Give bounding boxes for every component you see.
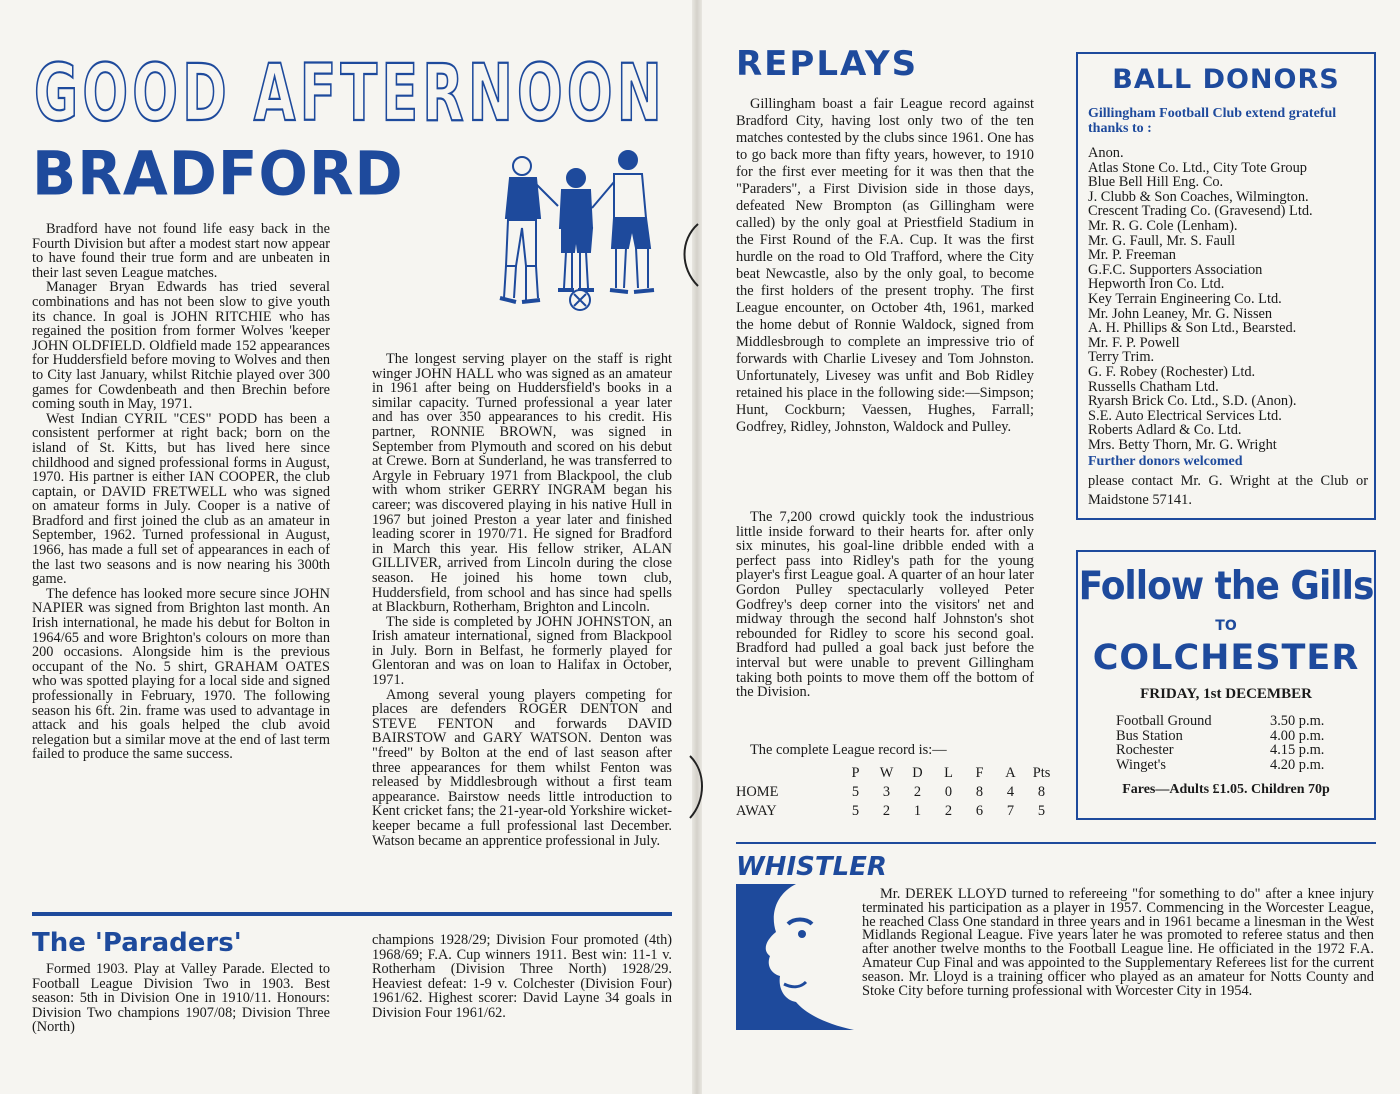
table-cell: 2	[944, 803, 953, 819]
table-cell: 7	[1006, 803, 1015, 819]
paraders-column-1	[32, 962, 330, 1035]
section-divider	[736, 842, 1376, 844]
table-row	[736, 783, 1057, 802]
list-item: Mrs. Betty Thorn, Mr. G. Wright	[1088, 436, 1277, 453]
pickup-place: Rochester	[1116, 742, 1174, 759]
table-cell: 2	[882, 803, 891, 819]
list-item: Roberts Adlard & Co. Ltd.	[1088, 422, 1242, 439]
list-item: Mr. F. P. Powell	[1088, 334, 1180, 351]
article-paragraph: The side is completed by JOHN JOHNSTON, an Irish amateur international, signed from Blackpool in July. Born in Belfast, he formerly played for Glentoran and was on loan to Halifax in October, 1971.	[372, 613, 672, 689]
bradford-article-column-1	[32, 222, 330, 762]
pickup-time: 4.00 p.m.	[1270, 727, 1325, 744]
list-item: Terry Trim.	[1088, 349, 1155, 366]
table-cell: 8	[975, 784, 984, 800]
pickup-time: 3.50 p.m.	[1270, 713, 1325, 729]
table-cell: 3	[882, 784, 891, 800]
list-item: J. Clubb & Son Coaches, Wilmington.	[1088, 188, 1309, 205]
paraders-text: Formed 1903. Play at Valley Parade. Elected to Football League Division Two in 1903. Best season: 5th in Division One in 1910/11. Honours: Division Two champions 1907/08; Division Three (North)	[32, 961, 330, 1036]
article-paragraph: Manager Bryan Edwards has tried several combinations and has not been slow to give youth its chance. In goal is JOHN RITCHIE who has regained the position from former Wolves 'keeper JOHN OLDFIELD. Oldfield made 152 appearances for Huddersfield before moving to Wolves and then to City last January, whilst Ritchie played over 300 games for Cowdenbeath and then Brechin before coming south in May, 1971.	[32, 279, 330, 413]
table-row	[1116, 729, 1324, 744]
table-cell: 6	[975, 803, 984, 819]
table-header-cell: F	[975, 765, 984, 781]
donor-list	[1088, 146, 1313, 452]
paraders-text: champions 1928/29; Division Four promoted (4th) 1968/69; F.A. Cup winners 1911. Best win: 11-1 v. Rotherham (Division Three North) 1928/29. Heaviest defeat: 1-9 v. Colchester (Division Four) 1961/62. Highest scorer: David Layne 34 goals in Division Four 1961/62.	[372, 932, 672, 1021]
list-item: Blue Bell Hill Eng. Co.	[1088, 174, 1224, 191]
table-header-cell: A	[1005, 765, 1016, 781]
table-cell: 0	[944, 784, 953, 800]
list-item: Mr. R. G. Cole (Lenham).	[1088, 217, 1238, 234]
follow-gills-heading: Follow the Gills	[1078, 563, 1374, 610]
follow-gills-fares: Fares—Adults £1.05. Children 70p	[1122, 782, 1330, 797]
list-item: Russells Chatham Ltd.	[1088, 378, 1219, 395]
list-item: G.F.C. Supporters Association	[1088, 261, 1263, 278]
article-paragraph: Bradford have not found life easy back in the Fourth Division but after a modest start now appear to have found their true form and are unbeaten in their last seven League matches.	[32, 221, 330, 281]
replays-column-continued	[736, 510, 1034, 700]
section-divider	[32, 912, 672, 916]
list-item: Atlas Stone Co. Ltd., City Tote Group	[1088, 159, 1307, 176]
league-record-intro: The complete League record is:—	[750, 742, 947, 758]
table-header-cell: D	[912, 765, 923, 781]
table-header-row	[736, 764, 1057, 783]
table-cell: 2	[913, 784, 922, 800]
replays-heading: REPLAYS	[736, 44, 919, 84]
table-header-cell: L	[944, 765, 953, 781]
article-paragraph: West Indian CYRIL "CES" PODD has been a consistent performer at right back; born on the island of St. Kitts, but has lived here since childhood and signed professional forms in August, 1970. His partner is either IAN COOPER, the club captain, or DAVID FRETWELL who was signed on amateur forms in July. Cooper is a native of Bradford and first joined the club as an amateur in September, 1962. Turned professional in August, 1966, has made a full set of appearances in each of the last two seasons and is now nearing his 300th game.	[32, 410, 330, 588]
replays-paragraph: Gillingham boast a fair League record against Bradford City, having lost only two of the ten matches contested by the clubs since 1961. One has to go back more than fifty years, however, to 1910 for the first ever meeting for it was then that the "Paraders", a First Division side in those days, defeated New Brompton (as Gillingham were called) by the only goal at Priestfield Stadium in the First Round of the F.A. Cup. It was the first hurdle on the road to Old Trafford, where the City beat Newcastle, also by the only goal, to become the first holders of the present trophy. The first League encounter, on October 4th, 1961, marked the home debut of Ronnie Waldock, signed from Middlesbrough to complete an impressive trio of forwards with Charlie Livesey and Tom Johnston. Unfortunately, Livesey was unfit and Bob Ridley retained his place in the following side:—Simpson; Hunt, Cockburn; Vaessen, Hughes, Farrall; Godfrey, Ridley, Johnston, Waldock and Pulley.	[736, 96, 1034, 435]
list-item: Key Terrain Engineering Co. Ltd.	[1088, 290, 1282, 307]
whistler-heading: WHISTLER	[736, 852, 887, 882]
table-row-label: AWAY	[736, 803, 777, 819]
article-paragraph: Among several young players competing for places are defenders ROGER DENTON and STEVE FENTON and forwards DAVID BAIRSTOW and GARY WATSON. Denton was "freed" by Bolton at the end of last season after three appearances for them whilst Fenton was released by Middlesbrough without a first team appearance. Bairstow needs little introduction to Kent cricket fans; the 21-year-old Yorkshire wicket-keeper became a full professional last December. Watson became an apprentice professional in July.	[372, 686, 672, 849]
follow-gills-date: FRIDAY, 1st DECEMBER	[1140, 686, 1312, 702]
table-cell: 5	[1037, 803, 1046, 819]
pickup-time: 4.15 p.m.	[1270, 742, 1325, 759]
replays-paragraph: The 7,200 crowd quickly took the industrious little inside forward to their hearts for. after only six minutes, his goal-line dribble ended with a perfect pass into Ridley's path for the young player's first League goal. A quarter of an hour later Gordon Pulley spectacularly volleyed Peter Godfrey's deep corner into the visitors' net and midway through the second half Johnston's shot rebounded for Ridley to score his second goal. Bradford had pulled a goal back just before the interval but were unable to prevent Gillingham taking both points to move them off the bottom of the Division.	[736, 509, 1034, 701]
paraders-heading: The 'Paraders'	[32, 928, 242, 958]
ball-donors-box	[1076, 52, 1376, 520]
referee-portrait-icon	[736, 884, 854, 1030]
list-item: A. H. Phillips & Son Ltd., Bearsted.	[1088, 320, 1297, 337]
list-item: Hepworth Iron Co. Ltd.	[1088, 276, 1225, 293]
donors-contact-text: please contact Mr. G. Wright at the Club or Maidstone 57141.	[1088, 473, 1368, 508]
table-header-cell: P	[851, 765, 860, 781]
table-row	[736, 802, 1057, 821]
table-header-cell: Pts	[1032, 765, 1051, 781]
pickup-time: 4.20 p.m.	[1270, 756, 1325, 773]
list-item: Crescent Trading Co. (Gravesend) Ltd.	[1088, 203, 1313, 220]
ball-donors-heading: BALL DONORS	[1112, 64, 1340, 95]
whistler-paragraph: Mr. DEREK LLOYD turned to refereeing "for something to do" after a knee injury terminated his participation as a player in 1957. Commencing in the Worcester League, he reached Class One standard in three years and in 1961 became a linesman in the West Midlands Regional League. Five years later he was promoted to referee status and then after another twelve months to the Football League line. He officiated in the 1972 F.A. Amateur Cup Final and was appointed to the Supplementary Referees list for the current season. Mr. Lloyd is a training officer who played as an amateur for Notts County and Stoke City before turning professional with Worcester City in 1954.	[862, 886, 1374, 999]
pickup-place: Winget's	[1116, 756, 1166, 773]
staple-icon	[676, 220, 712, 290]
table-cell: 5	[851, 803, 860, 819]
pickup-place: Football Ground	[1116, 713, 1212, 729]
whistler-column	[862, 888, 1374, 998]
table-row	[1116, 714, 1324, 729]
table-row	[1116, 758, 1324, 773]
table-row	[1116, 743, 1324, 758]
players-referee-illustration	[492, 148, 660, 316]
table-header-cell	[736, 764, 840, 783]
further-donors-heading: Further donors welcomed	[1088, 454, 1243, 469]
list-item: Mr. P. Freeman	[1088, 247, 1176, 264]
follow-gills-to: TO	[1215, 618, 1237, 634]
table-header-cell: W	[879, 765, 894, 781]
paraders-column-2	[372, 933, 672, 1021]
good-afternoon-text: GOOD AFTERNOON	[34, 49, 666, 128]
table-cell: 4	[1006, 784, 1015, 800]
article-paragraph: The longest serving player on the staff is right winger JOHN HALL who was signed as an amateur in 1961 after being on Huddersfield's books in a similar capacity. Turned professional a year later and has over 350 appearances to his credit. His partner, RONNIE BROWN, was signed in September from Plymouth and scored on his debut at Crewe. Born at Sunderland, he was transferred to Argyle in February 1971 from Blackpool, the club with whom striker GERRY INGRAM began his career; was discovered playing in his native Hull in 1967 but joined Preston a year later and finished leading scorer in 1970/71. He signed for Bradford in March this year. His fellow striker, ALAN GILLIVER, arrived from Lincoln during the close season. He joined his home town club, Huddersfield, from school and has since had spells at Blackburn, Rotherham, Brighton and Lincoln.	[372, 351, 672, 616]
list-item: Anon.	[1088, 145, 1124, 161]
table-cell: 1	[913, 803, 922, 819]
list-item: S.E. Auto Electrical Services Ltd.	[1088, 407, 1282, 424]
follow-gills-destination: COLCHESTER	[1092, 638, 1360, 678]
bradford-article-column-2	[372, 352, 672, 848]
follow-the-gills-box	[1076, 550, 1376, 820]
ball-donors-intro: Gillingham Football Club extend grateful thanks to :	[1088, 106, 1337, 136]
bradford-headline: BRADFORD	[32, 137, 404, 210]
table-cell: 5	[851, 784, 860, 800]
league-record-table	[736, 764, 1057, 821]
page-gutter	[692, 0, 702, 1094]
list-item: Ryarsh Brick Co. Ltd., S.D. (Anon).	[1088, 393, 1297, 410]
table-row-label: HOME	[736, 784, 779, 800]
staple-icon	[676, 752, 712, 822]
good-afternoon-headline	[34, 48, 666, 128]
pickup-times-table	[1116, 714, 1324, 772]
table-cell: 8	[1037, 784, 1046, 800]
list-item: G. F. Robey (Rochester) Ltd.	[1088, 363, 1256, 380]
list-item: Mr. John Leaney, Mr. G. Nissen	[1088, 305, 1273, 322]
list-item: Mr. G. Faull, Mr. S. Faull	[1088, 232, 1236, 249]
pickup-place: Bus Station	[1116, 727, 1183, 744]
replays-column	[736, 96, 1034, 436]
article-paragraph: The defence has looked more secure since JOHN NAPIER was signed from Brighton last month. An Irish international, he made his debut for Bolton in 1964/65 and wore Brighton's colours on more than 200 occasions. Alongside him is the previous occupant of the No. 5 shirt, GRAHAM OATES who was spotted playing for a local side and signed professionally in February, 1970. The following season his 6ft. 2in. frame was used to advantage in attack and his goals helped the club avoid relegation but a similar move at the end of last term failed to produce the same success.	[32, 585, 330, 763]
